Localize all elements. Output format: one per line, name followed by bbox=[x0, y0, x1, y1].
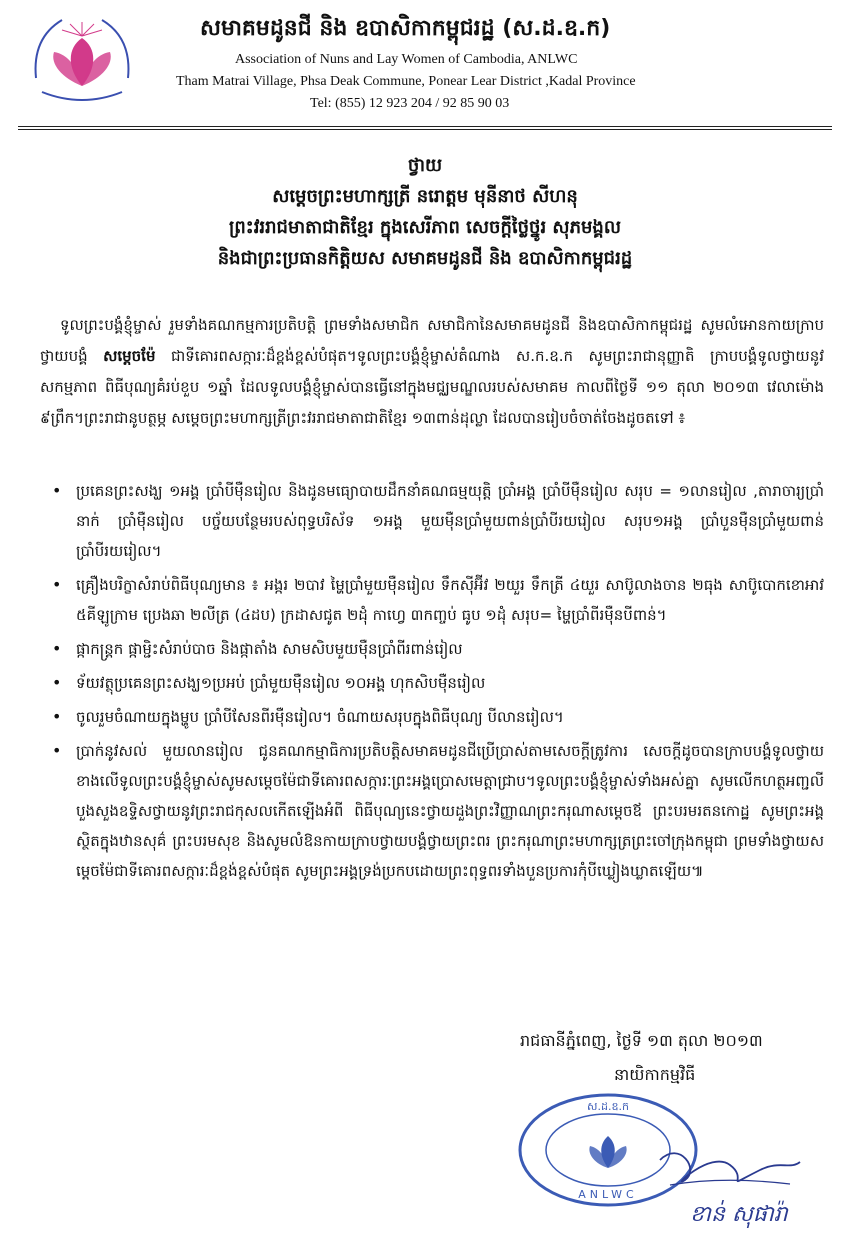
addressee-block bbox=[0, 150, 850, 274]
org-address: Tham Matrai Village, Phsa Deak Commune, Ponear Lear District ,Kadal Province bbox=[176, 74, 636, 89]
activity-list bbox=[40, 476, 824, 890]
bullet-icon: • bbox=[52, 741, 62, 760]
bullet-icon: • bbox=[52, 673, 62, 692]
bullet-icon: • bbox=[52, 481, 62, 500]
place-date: រាជធានីភ្នំពេញ, ថ្ងៃទី ១៣ តុលា ២០១៣ bbox=[520, 1031, 763, 1050]
intro-text-a: ទូលព្រះបង្គំខ្ញុំម្ចាស់ រួមទាំងគណកម្មការប្រតិបត្តិ ព្រមទាំងសមាជិក សមាជិកានៃសមាគមដូនជី និងឧបាសិកាកម្ពុជរដ្ឋ សូមលំអោនកាយក្រាបថ្វាយបង្គំ bbox=[40, 316, 824, 365]
bullet-icon: • bbox=[52, 575, 62, 594]
list-item bbox=[40, 570, 824, 630]
list-item-text: គ្រឿងបរិក្ខាសំរាប់ពិធីបុណ្យមាន ៖ អង្ករ ២បាវ ម្ហៃប្រាំមួយម៉ឺនរៀល ទឹកស៊ីអ៊ីវ ២យួរ ទឹកត្រី ៤យួរ សាប៊ូលាងចាន ២ធុង សាប៊ូបោកខោអាវ ៥គីឡូក្រាម ប្រេងឆា ២លីត្រ (៤ដប) ក្រដាសជូត ២ដុំ កាហ្វេ ៣កញ្ចប់ ធូប ១ដុំ សរុប= ម្ហៃប្រាំពីរម៉ឺនបីពាន់។ bbox=[76, 576, 824, 624]
list-item bbox=[40, 702, 824, 732]
bullet-icon: • bbox=[52, 707, 62, 726]
org-phone: Tel: (855) 12 923 204 / 92 85 90 03 bbox=[310, 96, 510, 111]
signer-name: ខាន់ សុផារ៉ា bbox=[690, 1202, 788, 1227]
list-item bbox=[40, 634, 824, 664]
bullet-icon: • bbox=[52, 639, 62, 658]
list-item bbox=[40, 476, 824, 566]
header-divider bbox=[18, 126, 832, 130]
org-name-khmer: សមាគមដូនជី និង ឧបាសិកាកម្ពុជរដ្ឋ (ស.ដ.ឧ.ក) bbox=[200, 16, 611, 41]
list-item bbox=[40, 736, 824, 886]
addressee-line-2: សម្តេចព្រះមហាក្សត្រី នរោត្តម មុនីនាថ សីហនុ bbox=[272, 186, 578, 207]
list-item-text: ទ័យវត្ថុប្រគេនព្រះសង្ឃ១ប្រអប់ ប្រាំមួយម៉ឺនរៀល ១០អង្គ ហុកសិបម៉ឺនរៀល bbox=[76, 674, 486, 692]
signer-role: នាយិកាកម្មវិធី bbox=[614, 1065, 696, 1084]
list-item-text: ចូលរួមចំណាយក្នុងម្ហូប ប្រាំបីសែនពីរម៉ឺនរៀល។ ចំណាយសរុបក្នុងពិធីបុណ្យ បីលានរៀល។ bbox=[76, 708, 564, 726]
list-item-text: ប្រាក់នូវសល់ មួយលានរៀល ជូនគណកម្មាធិការប្រតិបត្តិសមាគមដូនជីប្រើប្រាស់តាមសេចក្តីត្រូវការ សេចក្តីដូចបានក្រាបបង្គំទូលថ្វាយខាងលើទូលព្រះបង្គំខ្ញុំម្ចាស់សូមសម្តេចម៉ែជាទីគោរពសក្ការៈព្រះអង្គប្រោសមេត្តាជ្រាប។ទូលព្រះបង្គំខ្ញុំម្ចាស់ទាំងអស់គ្នា សូមលើកហត្ថអញ្ជលីបួងសួងឧទ្ទិសថ្វាយនូវព្រះរាជកុសលកើតឡើងអំពី ពិធីបុណ្យនេះថ្វាយដួងព្រះវិញ្ញាណព្រះករុណាសម្តេចឪ ព្រះបរមរតនកោដ្ឋ សូមព្រះអង្គស្ថិតក្នុងឋានសុគ៌ ព្រះបរមសុខ និងសូមលំឱនកាយក្រាបថ្វាយបង្គំថ្វាយព្រះពរ ព្រះករុណាព្រះមហាក្សត្រព្រះចៅក្រុងកម្ពុជា ព្រមទាំងថ្វាយសម្តេចម៉ែជាទីគោរពសក្ការៈដ៏ខ្ពង់ខ្ពស់បំផុត សូមព្រះអង្គទ្រង់ប្រកបដោយព្រះពុទ្ធពរទាំងបួនប្រការកុំបីឃ្លៀងឃ្លាតឡើយ៕ bbox=[76, 742, 824, 880]
intro-paragraph bbox=[40, 310, 824, 434]
org-name-english: Association of Nuns and Lay Women of Cambodia, ANLWC bbox=[235, 52, 578, 67]
addressee-line-1: ថ្វាយ bbox=[407, 155, 443, 176]
stamp-label: ANLWC bbox=[578, 1188, 638, 1201]
intro-text-bold: សម្តេចម៉ែ bbox=[103, 347, 156, 365]
list-item-text: ផ្កាកន្រ្តក ផ្កាម្ជិះសំរាប់បាច និងផ្កាតាំង សាមសិបមួយម៉ឺនប្រាំពីរពាន់រៀល bbox=[76, 640, 463, 658]
list-item bbox=[40, 668, 824, 698]
addressee-line-3: ព្រះវររាជមាតាជាតិខ្មែរ ក្នុងសេរីភាព សេចក្តីថ្លៃថ្នូរ សុភមង្គល bbox=[229, 217, 621, 238]
stamp-arc-text: ស.ដ.ឧ.ក bbox=[587, 1100, 629, 1113]
addressee-line-4: និងជាព្រះប្រធានកិត្តិយស សមាគមដូនជី និង ឧបាសិកាកម្ពុជរដ្ឋ bbox=[217, 248, 633, 269]
list-item-text: ប្រគេនព្រះសង្ឃ ១អង្គ ប្រាំបីម៉ឺនរៀល និងដូនមធ្យោបាយដឹកនាំគណធម្មយុត្តិ ប្រាំអង្គ ប្រាំបីម៉ឺនរៀល សរុប = ១លានរៀល ,តារាចារ្យប្រាំនាក់ ប្រាំម៉ឺនរៀល បច្ច័យបន្ថែមរបស់ពុទ្ធបរិស័ទ ១អង្គ មួយម៉ឺនប្រាំមួយពាន់ប្រាំបីរយរៀល សរុប១អង្គ ប្រាំបួនម៉ឺនប្រាំមួយពាន់ប្រាំបីរយរៀល។ bbox=[76, 482, 824, 560]
intro-text-b: ជាទីគោរពសក្ការៈដ៏ខ្ពង់ខ្ពស់បំផុត។ទូលព្រះបង្គំខ្ញុំម្ចាស់តំណាង ស.ក.ឧ.ក សូមព្រះរាជានុញ្ញាតិ ក្រាបបង្គំទូលថ្វាយនូវសកម្មភាព ពិធីបុណ្យគំរប់ខួប ១ឆ្នាំ ដែលទូលបង្គំខ្ញុំម្ចាស់បានធ្វើនៅក្នុងមជ្ឈមណ្ឌលរបស់សមាគម កាលពីថ្ងៃទី ១១ តុលា ២០១៣ វេលាម៉ោង ៩ព្រឹក។ព្រះរាជានូបត្ថម្ភ សម្តេចព្រះមហាក្សត្រីព្រះវររាជមាតាជាតិខ្មែរ ១៣ពាន់ដុល្លា ដែលបានរៀបចំចាត់ចែងដូចតទៅ ៖ bbox=[40, 347, 824, 427]
association-logo bbox=[22, 8, 142, 108]
